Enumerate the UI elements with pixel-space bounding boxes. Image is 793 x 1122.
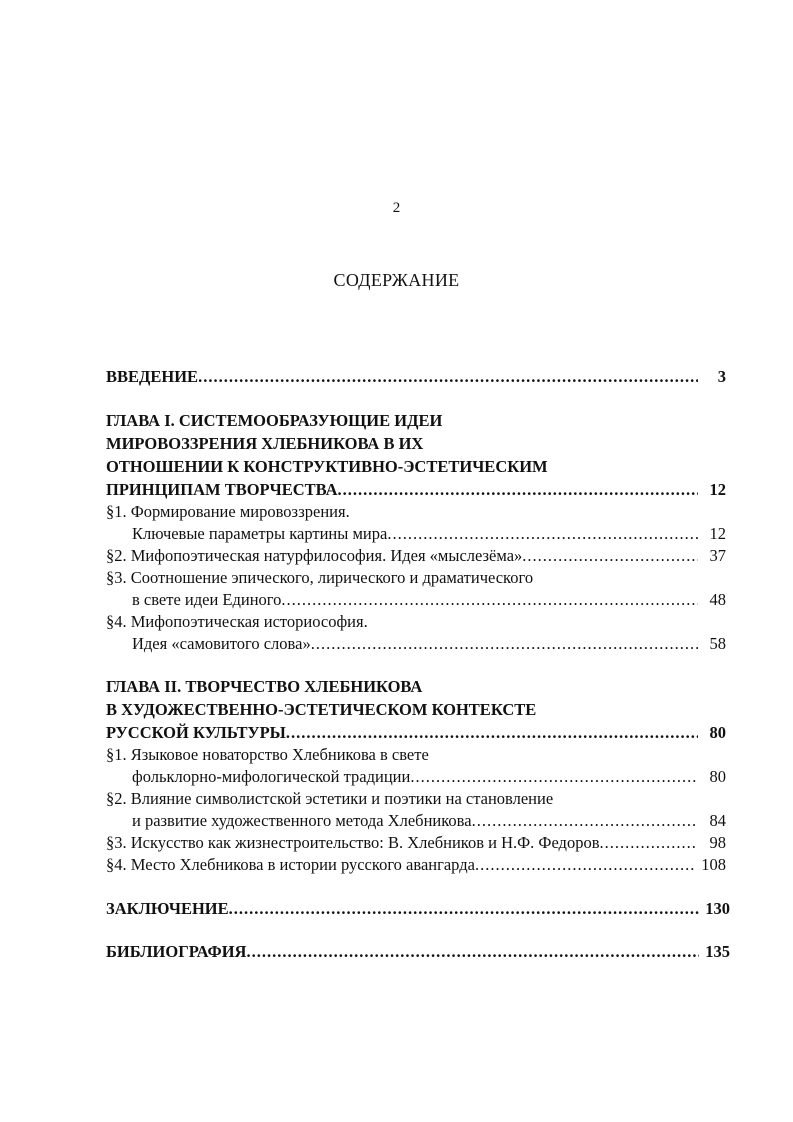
toc-label: фольклорно-мифологической традиции [132,767,411,786]
leader-dots [229,898,700,920]
toc-page: 48 [709,590,726,609]
toc-entry-chapter1-section2[interactable] [106,545,726,567]
toc-label: и развитие художественного метода Хлебникова [132,811,472,830]
toc-entry-intro[interactable] [106,366,726,388]
toc-entry-chapter1-section1[interactable] [132,523,726,545]
toc-label: Идея «самовитого слова» [132,634,311,653]
toc-entry-chapter1-section3[interactable] [132,589,726,611]
leader-dots [475,854,695,876]
toc-label: ЗАКЛЮЧЕНИЕ [106,899,229,918]
toc-page: 98 [709,833,726,852]
toc-page: 130 [705,899,730,918]
leader-dots [286,722,698,744]
toc-page: 12 [709,480,726,499]
toc-page: 135 [705,942,730,961]
toc-label: ПРИНЦИПАМ ТВОРЧЕСТВА [106,480,338,499]
leader-dots [311,633,698,655]
chapter1-section4-line1[interactable]: §4. Мифопоэтическая историософия. [106,612,368,631]
leader-dots [522,545,698,567]
toc-entry-chapter2-section2[interactable] [132,810,726,832]
leader-dots [246,941,699,963]
toc-page: 80 [709,723,726,742]
toc-label: ВВЕДЕНИЕ [106,367,199,386]
toc-label: РУССКОЙ КУЛЬТУРЫ [106,723,286,742]
chapter2-heading-line1[interactable]: ГЛАВА II. ТВОРЧЕСТВО ХЛЕБНИКОВА [106,677,423,696]
toc-page: 12 [709,524,726,543]
toc-label: §3. Искусство как жизнестроительство: В. Хлебников и Н.Ф. Федоров [106,833,600,852]
chapter1-heading-line3[interactable]: ОТНОШЕНИИ К КОНСТРУКТИВНО-ЭСТЕТИЧЕСКИМ [106,457,548,476]
toc-entry-chapter2-section3[interactable] [106,832,726,854]
toc-entry-chapter2[interactable] [106,722,726,744]
toc-label: Ключевые параметры картины мира [132,524,388,543]
toc-page: 84 [709,811,726,830]
toc-label: в свете идеи Единого [132,590,282,609]
toc-label: §2. Мифопоэтическая натурфилософия. Идея «мыслезёма» [106,546,523,565]
leader-dots [281,589,698,611]
toc-entry-conclusion[interactable] [106,898,730,920]
toc-page: 58 [709,634,726,653]
toc-entry-chapter2-section4[interactable] [106,854,726,876]
chapter2-heading-line2[interactable]: В ХУДОЖЕСТВЕННО-ЭСТЕТИЧЕСКОМ КОНТЕКСТЕ [106,700,537,719]
toc-page: 37 [709,546,726,565]
toc-entry-bibliography[interactable] [106,941,730,963]
chapter1-section1-line1[interactable]: §1. Формирование мировоззрения. [106,502,350,521]
page-number: 2 [392,200,401,216]
leader-dots [198,366,698,388]
leader-dots [338,479,698,501]
leader-dots [600,832,699,854]
toc-label: §4. Место Хлебникова в истории русского авангарда [106,855,475,874]
toc-page: 108 [701,855,726,874]
toc-page: 80 [709,767,726,786]
chapter1-section3-line1[interactable]: §3. Соотношение эпического, лирического и драматического [106,568,534,587]
leader-dots [387,523,698,545]
toc-page: 3 [717,367,726,386]
toc-entry-chapter1[interactable] [106,479,726,501]
toc-label: БИБЛИОГРАФИЯ [106,942,247,961]
chapter1-heading-line2[interactable]: МИРОВОЗЗРЕНИЯ ХЛЕБНИКОВА В ИХ [106,434,424,453]
toc-entry-chapter1-section4[interactable] [132,633,726,655]
page-title: СОДЕРЖАНИЕ [333,270,460,290]
chapter2-section1-line1[interactable]: §1. Языковое новаторство Хлебникова в свете [106,745,429,764]
toc-entry-chapter2-section1[interactable] [132,766,726,788]
leader-dots [472,810,698,832]
chapter2-section2-line1[interactable]: §2. Влияние символистской эстетики и поэтики на становление [106,789,554,808]
chapter1-heading-line1[interactable]: ГЛАВА I. СИСТЕМООБРАЗУЮЩИЕ ИДЕИ [106,411,443,430]
leader-dots [410,766,698,788]
